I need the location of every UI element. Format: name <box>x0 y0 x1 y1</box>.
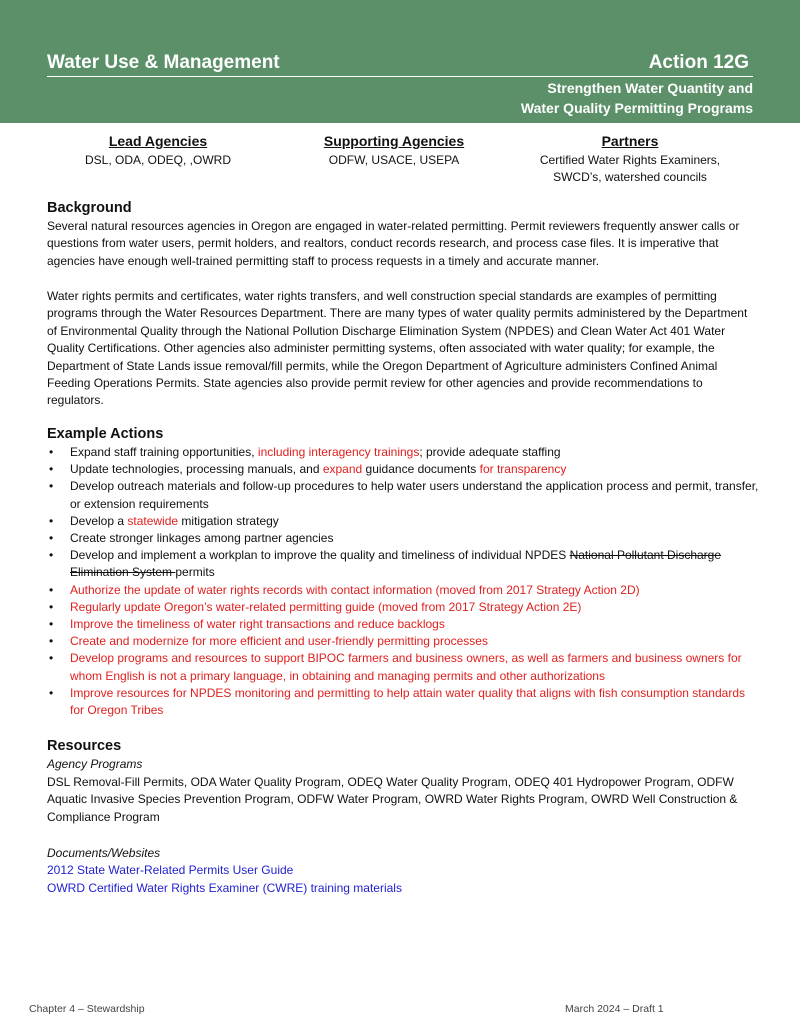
background-paragraph-1: Several natural resources agencies in Oregon are engaged in water-related permitting. Permit reviewers frequently answer calls or questions from water users, permit holders, and realtors, conduct records research, and process case files. It is imperative that agencies have enough well-trained permitting staff to process requests in a timely and accurate manner. <box>47 219 740 268</box>
list-item <box>47 461 759 478</box>
agency-programs-text: DSL Removal-Fill Permits, ODA Water Quality Program, ODEQ Water Quality Program, ODEQ 401 Hydropower Program, ODFW Aquatic Invasive Species Prevention Program, ODFW Water Program, OWRD Water Rights Program, OWRD Well Construction & Compliance Program <box>47 775 738 824</box>
partners-text-line-2: SWCD’s, watershed councils <box>553 170 707 184</box>
list-item: • Improve the timeliness of water right transactions and reduce backlogs <box>47 616 759 633</box>
background-paragraph-2: Water rights permits and certificates, water rights transfers, and well construction special standards are examples of permitting programs through the Water Resources Department. There are many types of water quality permits administered by the Department of Environmental Quality through the National Pollution Discharge Elimination System (NPDES) and Clean Water Act 401 Water Quality Certifications. Other agencies also administer permitting systems, often associated with water quality; for example, the Department of State Lands issue removal/fill permits, while the Oregon Department of Agriculture administers Confined Animal Feeding Operations Permits. State agencies also provide permit review for other agencies and provide recommendations to regulators. <box>47 289 748 408</box>
list-item: • Develop programs and resources to support BIPOC farmers and business owners, as well as farmers and business owners for whom English is not a primary language, in obtaining and managing permits and other authorizations <box>47 650 759 684</box>
action-number: Action 12G <box>648 52 749 73</box>
bullet-text: Update technologies, processing manuals, and <box>70 462 323 477</box>
list-item: • Improve resources for NPDES monitoring and permitting to help attain water quality that aligns with fish consumption standards for Oregon Tribes <box>47 685 759 719</box>
agency-programs-heading: Agency Programs <box>47 757 143 771</box>
bullet-text: Develop a <box>70 513 128 528</box>
list-item: • Develop outreach materials and follow-up procedures to help water users understand the application process and permit, transfer, or extension requirements <box>47 478 759 512</box>
list-item <box>47 444 759 461</box>
footer-date: March 2024 – Draft 1 <box>565 1003 664 1015</box>
resources-heading: Resources <box>47 738 122 754</box>
link-cwre-training-materials[interactable]: OWRD Certified Water Rights Examiner (CWRE) training materials <box>47 881 402 895</box>
deleted-text: National Pollutant Discharge Elimination System <box>70 548 722 580</box>
list-item: • Create stronger linkages among partner agencies <box>47 530 759 547</box>
bullet-text: ; provide adequate staffing <box>419 445 561 459</box>
added-text: statewide <box>127 513 179 528</box>
banner-title-row <box>47 52 753 77</box>
added-text: for transparency <box>479 462 567 477</box>
list-item <box>47 513 759 530</box>
header-banner <box>0 0 800 123</box>
background-heading: Background <box>47 200 132 216</box>
partners-heading: Partners <box>601 133 659 149</box>
lead-agencies-text: DSL, ODA, ODEQ, ,OWRD <box>84 153 231 167</box>
lead-agencies <box>38 132 278 169</box>
lead-agencies-heading: Lead Agencies <box>108 133 208 149</box>
partners-text-line-1: Certified Water Rights Examiners, <box>539 153 721 167</box>
documents-websites-heading: Documents/Websites <box>47 846 161 860</box>
list-item: • Authorize the update of water rights records with contact information (moved from 2017 Strategy Action 2D) <box>47 582 759 599</box>
link-permits-user-guide[interactable]: 2012 State Water-Related Permits User Guide <box>47 863 294 877</box>
action-subtitle-line-1: Strengthen Water Quantity and <box>547 80 753 96</box>
bullet-text: Expand staff training opportunities, <box>70 445 258 459</box>
example-actions-list <box>47 444 759 719</box>
bullet-text: mitigation strategy <box>178 513 279 528</box>
bullet-text: Develop and implement a workplan to improve the quality and timeliness of individual NPDES <box>70 548 570 563</box>
list-item: • Create and modernize for more efficient and user-friendly permitting processes <box>47 633 759 650</box>
example-actions-heading: Example Actions <box>47 426 164 442</box>
page-category-title: Water Use & Management <box>47 52 280 73</box>
supporting-agencies-text: ODFW, USACE, USEPA <box>328 153 460 167</box>
action-subtitle <box>521 78 753 118</box>
supporting-agencies-heading: Supporting Agencies <box>323 133 465 149</box>
action-subtitle-line-2: Water Quality Permitting Programs <box>520 100 753 116</box>
bullet-text: permits <box>175 565 215 580</box>
bullet-text: guidance documents <box>362 462 480 477</box>
footer-chapter: Chapter 4 – Stewardship <box>29 1003 145 1015</box>
list-item <box>47 547 759 581</box>
added-text: expand <box>322 462 363 477</box>
partners <box>510 132 750 186</box>
added-text: including interagency trainings <box>257 445 420 459</box>
supporting-agencies <box>274 132 514 169</box>
list-item: • Regularly update Oregon’s water-related permitting guide (moved from 2017 Strategy Action 2E) <box>47 599 759 616</box>
